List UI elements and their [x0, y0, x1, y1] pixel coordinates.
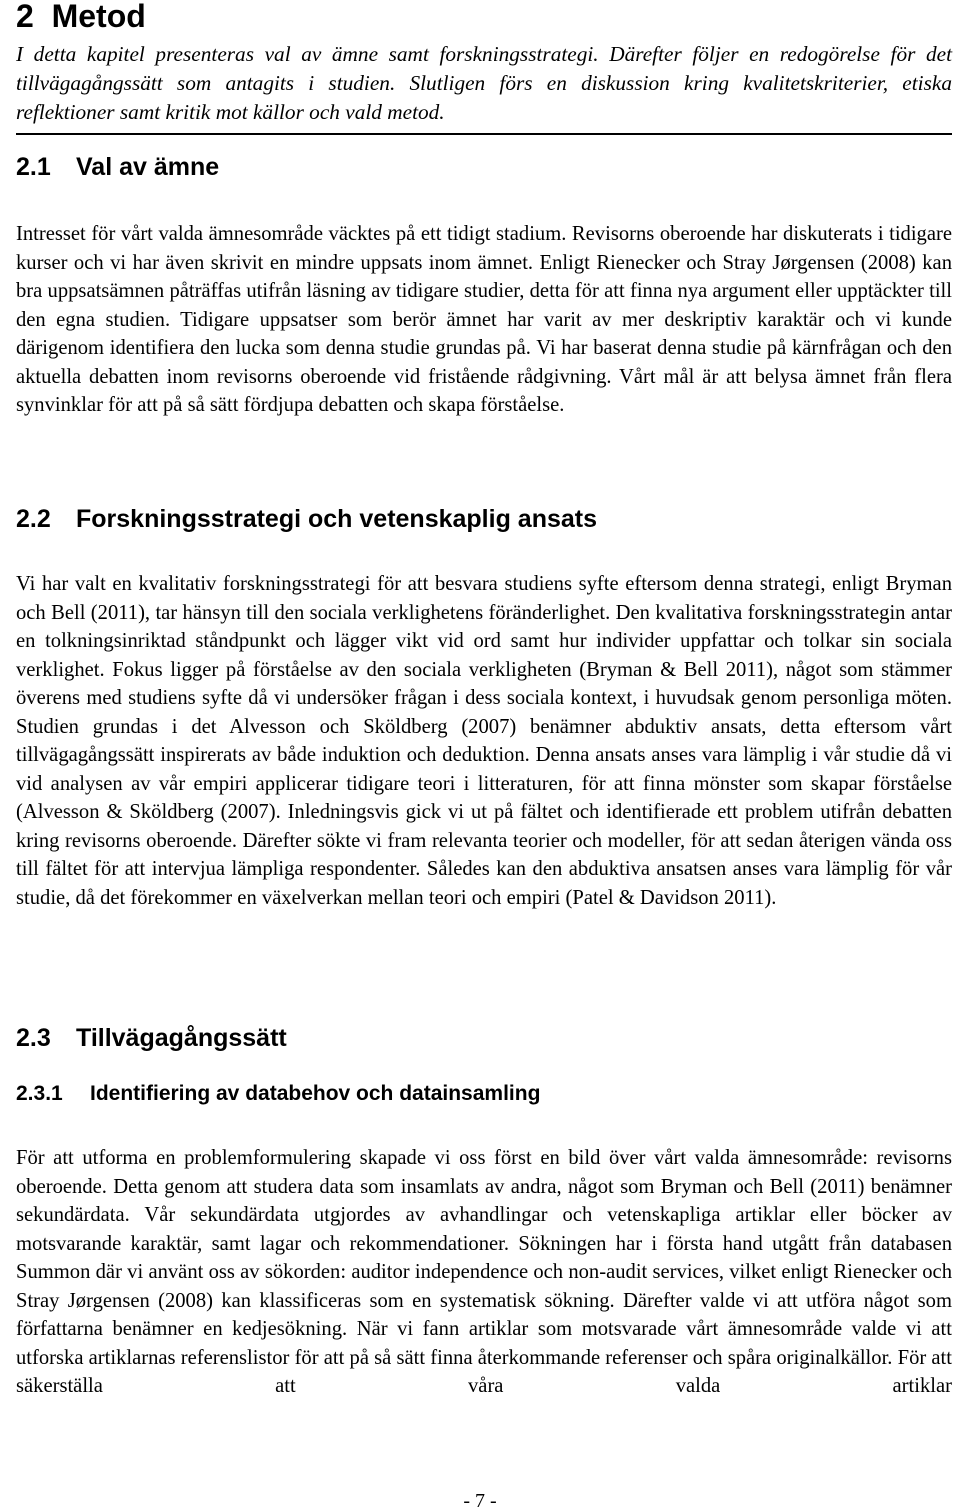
- section-title: Forskningsstrategi och vetenskaplig ansats: [76, 505, 597, 533]
- chapter-heading: [16, 0, 146, 34]
- section-heading-2-3: [16, 1023, 287, 1053]
- section-2-2-paragraph: Vi har valt en kvalitativ forskningsstrategi för att besvara studiens syfte eftersom denna strategi, enligt Bryman och Bell (2011), tar hänsyn till den sociala verklighetens föränderlighet. Den kvalitativa forskningsstrategin antar en tolkningsinriktad ståndpunkt och lägger vikt vid ord samt hur individer uppfattar och tolkar sin sociala verklighet. Fokus ligger på förståelse av den sociala verkligheten (Bryman & Bell 2011), något som stämmer överens med studiens syfte då vi undersöker frågan i dess sociala kontext, i huvudsak genom personliga möten. Studien grundas i det Alvesson och Sköldberg (2007) benämner abduktiv ansats, detta eftersom vårt tillvägagångssätt inspirerats av både induktion och deduktion. Denna ansats anses vara lämplig i vår studie då vi vid analysen av vår empiri applicerar tidigare teori i litteraturen, för att finna mönster som skapar förståelse (Alvesson & Sköldberg (2007). Inledningsvis gick vi ut på fältet och identifierade ett problem utifrån debatten kring revisorns oberoende. Därefter sökte vi fram relevanta teorier och modeller, för att sedan återigen vända oss till fältet för att intervjua lämpliga respondenter. Således kan den abduktiva ansatsen anses vara lämplig för vår studie, då det förekommer en växelverkan mellan teori och empiri (Patel & Davidson 2011).: [16, 573, 952, 909]
- chapter-number: 2: [16, 0, 34, 34]
- section-number: 2.2: [16, 505, 51, 533]
- section-heading-2-1: [16, 152, 219, 182]
- page-number: - 7 -: [463, 1490, 497, 1512]
- section-number: 2.1: [16, 153, 51, 181]
- section-heading-2-2: [16, 504, 597, 534]
- subsection-title: Identifiering av databehov och datainsamling: [90, 1082, 541, 1105]
- chapter-intro: I detta kapitel presenteras val av ämne samt forskningsstrategi. Därefter följer en redogörelse för det tillvägagångssätt som antagits i studien. Slutligen förs en diskussion kring kvalitetskriterier, etiska reflektioner samt kritik mot källor och vald metod.: [16, 40, 952, 135]
- subsection-heading-2-3-1: [16, 1081, 540, 1107]
- section-2-1-paragraph: Intresset för vårt valda ämnesområde väcktes på ett tidigt stadium. Revisorns oberoende har diskuterats i tidigare kurser och vi har även skrivit en mindre uppsats inom ämnet. Enligt Rienecker och Stray Jørgensen (2008) kan bra uppsatsämnen påträffas utifrån läsning av tidigare studier, detta för att finna nya argument eller upptäckter till den egna studien. Tidigare uppsatser som berör ämnet har varit av mer deskriptiv karaktär och vi kunde därigenom identifiera den lucka som denna studie grundas på. Vi har baserat denna studie på kärnfrågan och den aktuella debatten inom revisorns oberoende vid fristående rådgivning. Vårt mål är att belysa ämnet från flera synvinklar för att på så sätt fördjupa debatten och skapa förståelse.: [16, 223, 952, 416]
- section-number: 2.3: [16, 1024, 51, 1052]
- subsection-number: 2.3.1: [16, 1082, 63, 1105]
- section-title: Val av ämne: [76, 153, 220, 181]
- section-title: Tillvägagångssätt: [76, 1024, 287, 1052]
- subsection-2-3-1-paragraph: För att utforma en problemformulering skapade vi oss först en bild över vårt valda ämnesområde: revisorns oberoende. Detta genom att studera data som insamlats av andra, något som Bryman och Bell (2011) benämner sekundärdata. Vår sekundärdata utgjordes av avhandlingar och vetenskapliga artiklar eller böcker av motsvarande karaktär, samt lagar och rekommendationer. Sökningen har i första hand utgått från databasen Summon där vi använt oss av sökorden: auditor independence och non-audit services, vilket enligt Rienecker och Stray Jørgensen (2008) kan klassificeras som en systematisk sökning. Därefter valde vi att utföra något som författarna benämner en kedjesökning. När vi fann artiklar som motsvarade vårt ämnesområde valde vi att utforska artiklarnas referenslistor för att på så sätt finna återkommande referenser och spåra originalkällor. För att säkerställa att våra valda artiklar: [16, 1147, 952, 1397]
- chapter-title: Metod: [51, 0, 146, 34]
